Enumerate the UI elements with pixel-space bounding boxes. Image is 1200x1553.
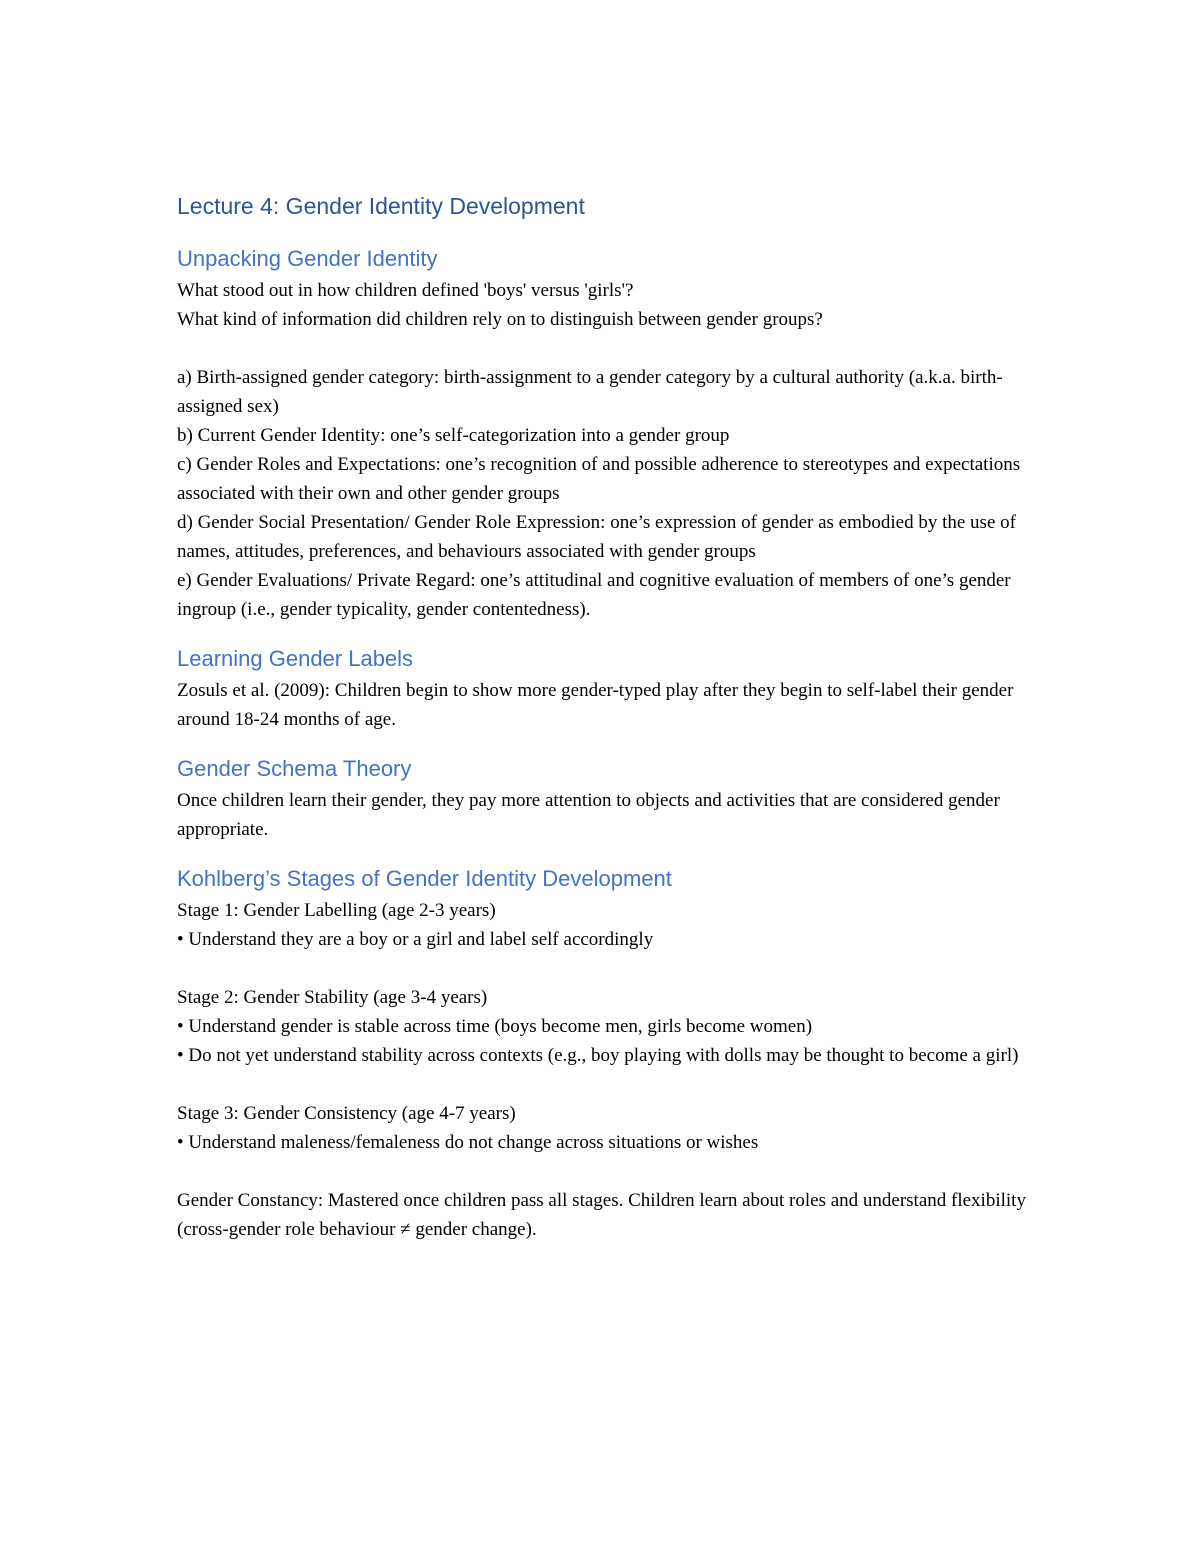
section-gender-labels [177, 644, 1037, 734]
list-item: e) Gender Evaluations/ Private Regard: one’s attitudinal and cognitive evaluation of members of one’s gender ingroup (i.e., gender typicality, gender contentedness). [177, 570, 1011, 620]
heading-kohlberg: Kohlberg’s Stages of Gender Identity Development [177, 866, 672, 891]
paragraph: Zosuls et al. (2009): Children begin to show more gender-typed play after they begin to self-label their gender around 18-24 months of age. [177, 680, 1014, 730]
stage-title: Stage 1: Gender Labelling (age 2-3 years) [177, 900, 496, 921]
section-gender-schema [177, 754, 1037, 844]
question-line: What kind of information did children rely on to distinguish between gender groups? [177, 309, 823, 330]
stage-title: Stage 3: Gender Consistency (age 4-7 years) [177, 1103, 516, 1124]
section-unpacking [177, 244, 1037, 624]
gender-constancy-paragraph: Gender Constancy: Mastered once children pass all stages. Children learn about roles and understand flexibility (cross-gender role behaviour ≠ gender change). [177, 1190, 1026, 1240]
spacer [177, 954, 1037, 983]
bullet-item: • Understand maleness/femaleness do not change across situations or wishes [177, 1132, 759, 1153]
heading-unpacking: Unpacking Gender Identity [177, 246, 438, 271]
section-kohlberg [177, 864, 1037, 1244]
lecture-title: Lecture 4: Gender Identity Development [177, 193, 585, 219]
spacer [177, 334, 1037, 363]
bullet-item: • Do not yet understand stability across contexts (e.g., boy playing with dolls may be thought to become a girl) [177, 1045, 1019, 1066]
bullet-item: • Understand they are a boy or a girl and label self accordingly [177, 929, 654, 950]
stage-title: Stage 2: Gender Stability (age 3-4 years) [177, 987, 488, 1008]
document-body [177, 190, 1037, 1264]
paragraph: Once children learn their gender, they pay more attention to objects and activities that are considered gender appropriate. [177, 790, 1000, 840]
list-item: d) Gender Social Presentation/ Gender Role Expression: one’s expression of gender as embodied by the use of names, attitudes, preferences, and behaviours associated with gender groups [177, 512, 1016, 562]
spacer [177, 1070, 1037, 1099]
list-item: c) Gender Roles and Expectations: one’s recognition of and possible adherence to stereotypes and expectations associated with their own and other gender groups [177, 454, 1021, 504]
heading-gender-labels: Learning Gender Labels [177, 646, 414, 671]
bullet-item: • Understand gender is stable across time (boys become men, girls become women) [177, 1016, 813, 1037]
list-item: b) Current Gender Identity: one’s self-categorization into a gender group [177, 425, 730, 446]
list-item: a) Birth-assigned gender category: birth-assignment to a gender category by a cultural authority (a.k.a. birth-assigned sex) [177, 367, 1003, 417]
spacer [177, 1157, 1037, 1186]
heading-gender-schema: Gender Schema Theory [177, 756, 412, 781]
question-line: What stood out in how children defined 'boys' versus 'girls'? [177, 280, 634, 301]
